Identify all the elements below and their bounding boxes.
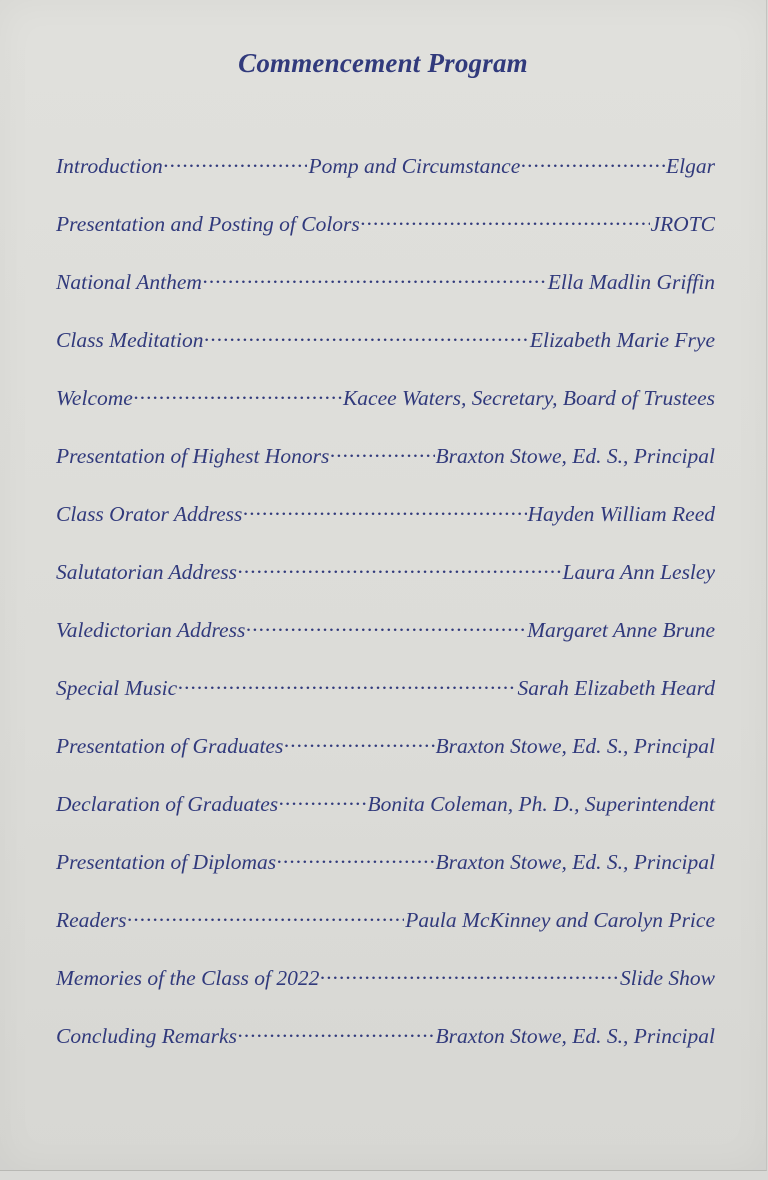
entry-item: Presentation and Posting of Colors <box>56 211 360 236</box>
program-entry <box>56 963 715 1021</box>
program-title: Commencement Program <box>238 48 528 78</box>
entry-performer: Bonita Coleman, Ph. D., Superintendent <box>367 791 715 816</box>
entry-performer: Kacee Waters, Secretary, Board of Trustees <box>342 385 715 410</box>
program-entry <box>56 325 715 383</box>
program-entry <box>56 673 715 731</box>
dot-leader <box>203 267 547 289</box>
entry-item: Class Meditation <box>56 327 204 352</box>
dot-leader <box>320 963 619 985</box>
dot-leader <box>279 789 366 811</box>
entry-item: Valedictorian Address <box>56 617 246 642</box>
entry-item: Presentation of Graduates <box>56 733 284 758</box>
entry-performer: Margaret Anne Brune <box>527 617 715 642</box>
dot-leader <box>134 383 342 405</box>
program-list <box>56 151 715 1079</box>
entry-item: Concluding Remarks <box>56 1023 237 1048</box>
entry-item: Class Orator Address <box>56 501 243 526</box>
entry-item: Presentation of Highest Honors <box>56 443 330 468</box>
entry-item: Presentation of Diplomas <box>56 849 277 874</box>
entry-performer: Laura Ann Lesley <box>562 559 715 584</box>
program-entry <box>56 847 715 905</box>
entry-performer: Braxton Stowe, Ed. S., Principal <box>435 733 715 758</box>
entry-performer: Braxton Stowe, Ed. S., Principal <box>435 849 715 874</box>
program-entry <box>56 731 715 789</box>
dot-leader <box>521 151 665 173</box>
dot-leader <box>205 325 529 347</box>
program-entry <box>56 905 715 963</box>
program-entry <box>56 789 715 847</box>
dot-leader <box>164 151 308 173</box>
dot-leader <box>284 731 434 753</box>
dot-leader <box>246 615 526 637</box>
entry-performer: Braxton Stowe, Ed. S., Principal <box>435 443 715 468</box>
dot-leader <box>178 673 516 695</box>
entry-performer: Paula McKinney and Carolyn Price <box>405 907 715 932</box>
entry-item: Declaration of Graduates <box>56 791 279 816</box>
dot-leader <box>238 557 562 579</box>
program-entry <box>56 383 715 441</box>
entry-performer: Elgar <box>666 153 716 178</box>
entry-performer: Sarah Elizabeth Heard <box>517 675 715 700</box>
program-entry <box>56 209 715 267</box>
entry-item: Salutatorian Address <box>56 559 237 584</box>
program-entry <box>56 557 715 615</box>
dot-leader <box>330 441 434 463</box>
entry-item: Introduction <box>56 153 163 178</box>
entry-piece: Pomp and Circumstance <box>308 153 521 178</box>
entry-item: Readers <box>56 907 127 932</box>
entry-item: National Anthem <box>56 269 202 294</box>
program-entry <box>56 267 715 325</box>
entry-item: Special Music <box>56 675 178 700</box>
entry-item: Welcome <box>56 385 133 410</box>
entry-performer: JROTC <box>650 211 715 236</box>
program-entry <box>56 499 715 557</box>
dot-leader <box>127 905 404 927</box>
program-entry <box>56 151 715 209</box>
dot-leader <box>361 209 650 231</box>
dot-leader <box>243 499 526 521</box>
entry-performer: Slide Show <box>620 965 715 990</box>
program-entry <box>56 615 715 673</box>
program-entry <box>56 441 715 499</box>
entry-performer: Braxton Stowe, Ed. S., Principal <box>435 1023 715 1048</box>
entry-performer: Hayden William Reed <box>527 501 715 526</box>
dot-leader <box>277 847 434 869</box>
dot-leader <box>238 1021 435 1043</box>
entry-item: Memories of the Class of 2022 <box>56 965 320 990</box>
program-entry <box>56 1021 715 1079</box>
entry-performer: Ella Madlin Griffin <box>547 269 715 294</box>
entry-performer: Elizabeth Marie Frye <box>529 327 715 352</box>
